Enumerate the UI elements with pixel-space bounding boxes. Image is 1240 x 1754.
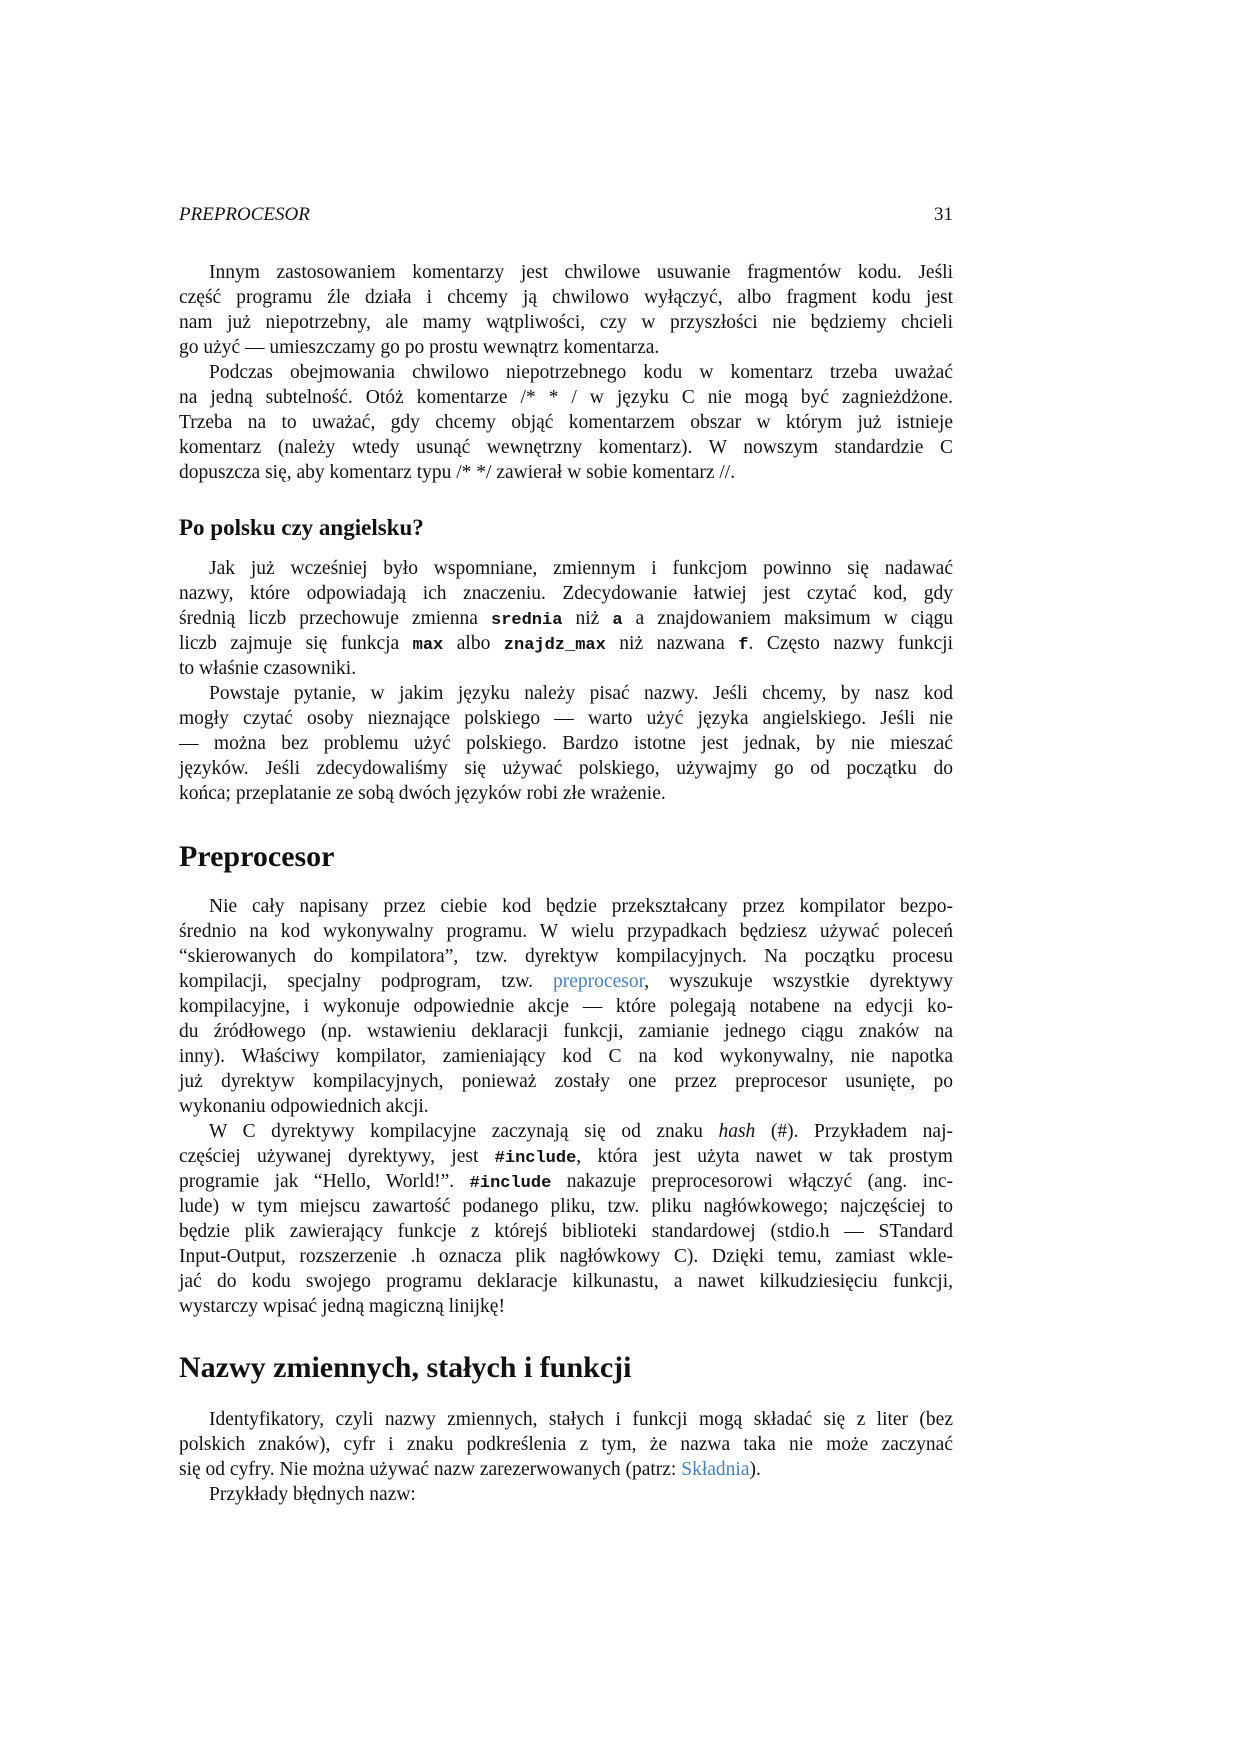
text-run: — można bez problemu użyć polskiego. Bardzo istotne jest jednak, by nie mieszać [179,733,953,754]
running-header-title: PREPROCESOR [179,204,310,225]
text-run: się od cyfry. Nie można używać nazw zarezerwowanych (patrz: [179,1459,682,1480]
text-run: część programu źle działa i chcemy ją chwilowo wyłączyć, albo fragment kodu jest [179,287,953,308]
text-line [179,285,953,310]
text-run: niż nazwana [605,633,739,654]
paragraph [179,260,953,360]
hyperlink-preprocesor[interactable]: preprocesor [553,971,645,992]
text-line [179,1094,953,1119]
text-line [179,435,953,460]
text-run: kompilacji, specjalny podprogram, tzw. [179,971,554,992]
text-line [179,1119,953,1144]
text-run: albo [443,633,504,654]
text-run: mogły czytać osoby nieznające polskiego — warto użyć języka angielskiego. Jeśli nie [179,708,953,729]
running-header [179,202,953,228]
text-line [179,385,953,410]
paragraph [179,681,953,806]
paragraph [179,360,953,485]
inline-code: srednia [491,611,563,630]
text-line [179,1294,953,1319]
text-block [179,260,953,485]
text-line [179,556,953,581]
text-line [179,969,953,994]
text-run: nazwy, które odpowiadają ich znaczeniu. Zdecydowanie łatwiej jest czytać kod, gdy [179,583,953,604]
text-run: wykonaniu odpowiednich akcji. [179,1096,429,1117]
text-line [179,1019,953,1044]
text-block [179,1407,953,1507]
text-line [179,706,953,731]
text-line [179,1407,953,1432]
text-line [179,731,953,756]
text-line [179,656,953,681]
text-block [179,894,953,1319]
text-run: częściej używanej dyrektywy, jest [179,1146,495,1167]
text-line [179,1044,953,1069]
text-run: . Często nazwy funkcji [748,633,954,654]
text-line [179,1144,953,1169]
text-line [179,1069,953,1094]
text-line [179,994,953,1019]
paragraph [179,1482,953,1507]
text-run: Innym zastosowaniem komentarzy jest chwilowe usuwanie fragmentów kodu. Jeśli [209,262,953,283]
text-line [179,944,953,969]
text-line [179,606,953,631]
text-run: już dyrektyw kompilacyjnych, ponieważ zostały one przez preprocesor usunięte, po [179,1071,953,1092]
text-run: , która jest użyta nawet w tak prostym [576,1146,953,1167]
text-run: dopuszcza się, aby komentarz typu /* */ zawierał w sobie komentarz //. [179,462,736,483]
text-run: polskich znaków), cyfr i znaku podkreślenia z tym, że nazwa taka nie może zaczynać [179,1434,953,1455]
text-line [179,1482,953,1507]
text-run: “skierowanych do kompilatora”, tzw. dyrektyw kompilacyjnych. Na początku procesu [179,946,953,967]
inline-code: #include [494,1149,577,1168]
text-line [179,260,953,285]
inline-code: f [738,636,749,655]
text-line [179,1457,953,1482]
text-line [179,310,953,335]
emphasis: hash [718,1121,756,1142]
text-run: ). [749,1459,761,1480]
text-run: średnią liczb przechowuje zmienna [179,608,491,629]
inline-code: max [412,636,444,655]
text-run: Identyfikatory, czyli nazwy zmiennych, stałych i funkcji mogą składać się z liter (bez [209,1409,953,1430]
paragraph [179,894,953,1119]
text-run: Podczas obejmowania chwilowo niepotrzebnego kodu w komentarz trzeba uważać [209,362,953,383]
paragraph [179,1119,953,1319]
chapter-heading-preprocesor: Preprocesor [179,840,335,873]
text-line [179,781,953,806]
text-run: W C dyrektywy kompilacyjne zaczynają się od znaku [209,1121,719,1142]
text-run: (#). Przykładem naj- [755,1121,953,1142]
paragraph [179,1407,953,1482]
text-run: Jak już wcześniej było wspomniane, zmiennym i funkcjom powinno się nadawać [209,558,953,579]
text-run: programie jak “Hello, World!”. [179,1171,470,1192]
text-line [179,410,953,435]
text-run: średnio na kod wykonywalny programu. W wielu przypadkach będziesz używać poleceń [179,921,953,942]
text-line [179,360,953,385]
text-line [179,919,953,944]
text-line [179,681,953,706]
text-run: to właśnie czasowniki. [179,658,357,679]
text-run: Nie cały napisany przez ciebie kod będzie przekształcany przez kompilator bezpo- [209,896,953,917]
text-run: a znajdowaniem maksimum w ciągu [622,608,954,629]
text-run: Przykłady błędnych nazw: [209,1484,416,1505]
text-run: go użyć — umieszczamy go po prostu wewnątrz komentarza. [179,337,660,358]
text-run: inny). Właściwy kompilator, zamieniający kod C na kod wykonywalny, nie napotka [179,1046,953,1067]
chapter-heading-nazwy: Nazwy zmiennych, stałych i funkcji [179,1351,632,1384]
page-number: 31 [934,204,953,225]
text-line [179,756,953,781]
text-line [179,1269,953,1294]
inline-code: znajdz_max [503,636,606,655]
text-run: nam już niepotrzebny, ale mamy wątpliwości, czy w przyszłości nie będziemy chcieli [179,312,953,333]
inline-code: #include [469,1174,552,1193]
text-run: Trzeba na to uważać, gdy chcemy objąć komentarzem obszar w którym już istnieje [179,412,953,433]
text-line [179,1169,953,1194]
text-run: lude) w tym miejscu zawartość podanego pliku, tzw. pliku nagłówkowego; najczęściej to [179,1196,953,1217]
inline-code: a [612,611,623,630]
text-run: niż [562,608,613,629]
text-run: wystarczy wpisać jedną magiczną linijkę! [179,1296,505,1317]
text-run: końca; przeplatanie ze sobą dwóch języków robi złe wrażenie. [179,783,666,804]
text-line [179,581,953,606]
text-run: kompilacyjne, i wykonuje odpowiednie akcje — które polegają notabene na edycji ko- [179,996,953,1017]
text-line [179,1219,953,1244]
text-line [179,894,953,919]
text-run: Powstaje pytanie, w jakim języku należy pisać nazwy. Jeśli chcemy, by nasz kod [209,683,953,704]
text-run: Input-Output, rozszerzenie .h oznacza plik nagłówkowy C). Dzięki temu, zamiast wkle- [179,1246,953,1267]
text-line [179,1244,953,1269]
hyperlink-składnia[interactable]: Składnia [681,1459,750,1480]
text-run: będzie plik zawierający funkcje z którejś biblioteki standardowej (stdio.h — STandard [179,1221,953,1242]
text-run: na jedną subtelność. Otóż komentarze /* * / w języku C nie mogą być zagnieżdżone. [179,387,953,408]
text-run: du źródłowego (np. wstawieniu deklaracji funkcji, zamianie jednego ciągu znaków na [179,1021,953,1042]
text-line [179,1194,953,1219]
text-line [179,460,953,485]
text-run: komentarz (należy wtedy usunąć wewnętrzny komentarz). W nowszym standardzie C [179,437,953,458]
text-run: liczb zajmuje się funkcja [179,633,413,654]
section-heading-po-polsku: Po polsku czy angielsku? [179,515,424,540]
text-line [179,335,953,360]
text-run: nakazuje preprocesorowi włączyć (ang. inc- [551,1171,953,1192]
text-run: , wyszukuje wszystkie dyrektywy [644,971,953,992]
text-run: jać do kodu swojego programu deklaracje kilkunastu, a nawet kilkudziesięciu funkcji, [179,1271,953,1292]
text-run: języków. Jeśli zdecydowaliśmy się używać polskiego, używajmy go od początku do [179,758,953,779]
text-line [179,1432,953,1457]
text-block [179,556,953,806]
paragraph [179,556,953,681]
text-line [179,631,953,656]
